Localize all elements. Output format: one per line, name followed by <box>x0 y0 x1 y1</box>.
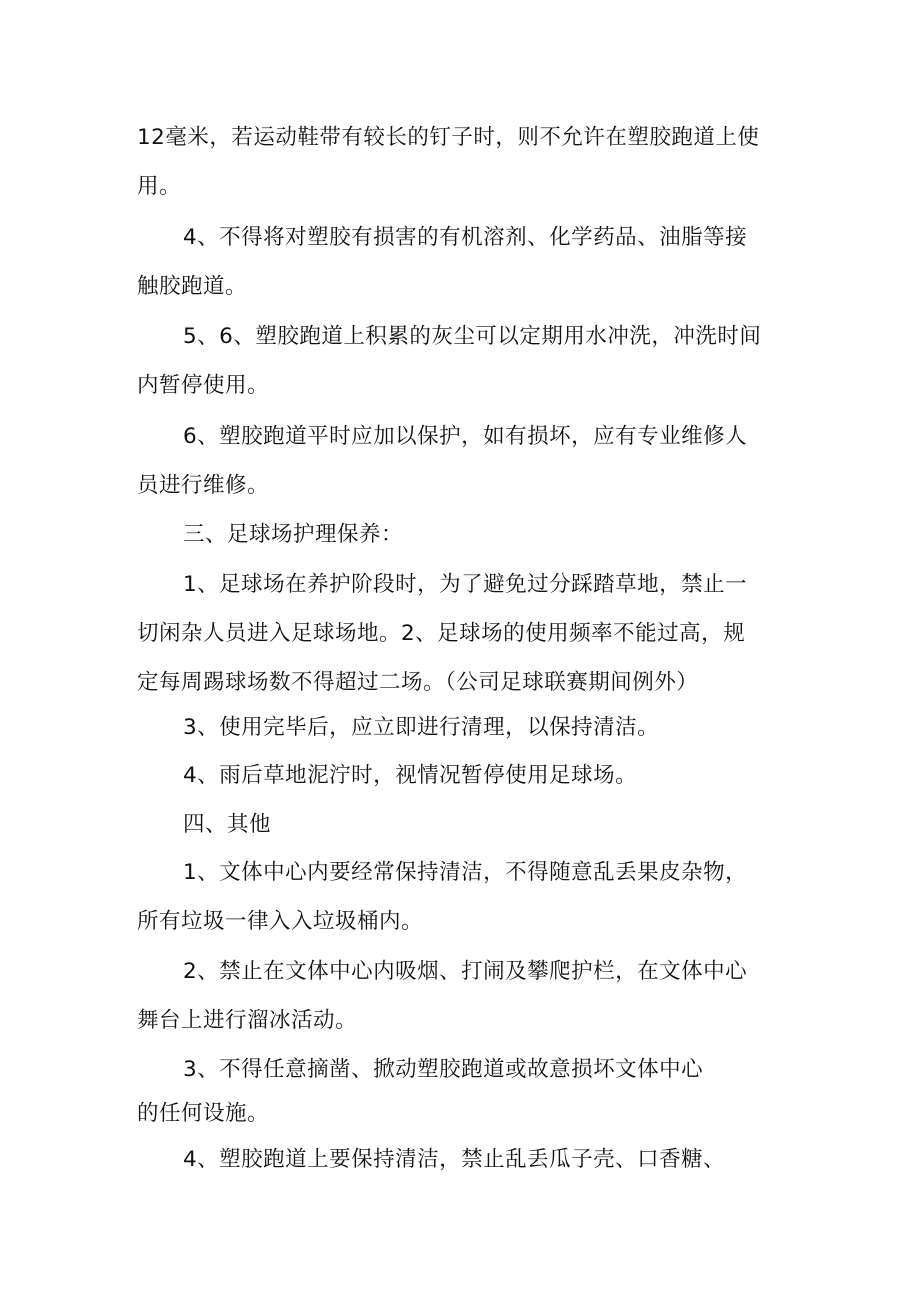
paragraph-continuation <box>137 113 787 211</box>
text-line: 切闲杂人员进入足球场地。2、足球场的使用频率不能过高，规 <box>137 621 746 646</box>
text-line: 4、塑胶跑道上要保持清洁，禁止乱丢瓜子壳、口香糖、 <box>183 1147 726 1172</box>
text-line: 6、塑胶跑道平时应加以保护，如有损坏，应有专业维修人 <box>183 424 748 449</box>
text-line: 定每周踢球场数不得超过二场。（公司足球联赛期间例外） <box>137 670 699 695</box>
section-heading-other <box>137 800 787 849</box>
paragraph-other-3 <box>137 1045 787 1134</box>
text-line: 12毫米，若运动鞋带有较长的钉子时，则不允许在塑胶跑道上使 <box>137 125 760 150</box>
text-line: 员进行维修。 <box>137 473 270 498</box>
text-line: 所有垃圾一律入入垃圾桶内。 <box>137 909 424 934</box>
paragraph-item-6 <box>137 412 787 510</box>
paragraph-other-4 <box>137 1135 787 1184</box>
section-heading-text: 四、其他 <box>183 812 272 837</box>
paragraph-item-5-6 <box>137 312 787 410</box>
text-line: 的任何设施。 <box>137 1101 270 1126</box>
paragraph-football-4 <box>137 751 787 800</box>
text-line: 3、使用完毕后，应立即进行清理，以保持清洁。 <box>183 715 660 740</box>
paragraph-other-2 <box>137 947 787 1045</box>
section-heading-football <box>137 510 787 559</box>
paragraph-item-4 <box>137 213 787 311</box>
section-heading-text: 三、足球场护理保养： <box>183 522 404 547</box>
text-line: 用。 <box>137 174 182 199</box>
text-line: 内暂停使用。 <box>137 373 270 398</box>
paragraph-football-1 <box>137 560 787 707</box>
text-line: 4、不得将对塑胶有损害的有机溶剂、化学药品、油脂等接 <box>183 225 748 250</box>
text-line: 1、文体中心内要经常保持清洁，不得随意乱丢果皮杂物， <box>183 860 748 885</box>
text-line: 5、6、塑胶跑道上积累的灰尘可以定期用水冲洗，冲洗时间 <box>183 324 762 349</box>
text-line: 舞台上进行溜冰活动。 <box>137 1008 358 1033</box>
paragraph-other-1 <box>137 848 787 946</box>
text-line: 1、足球场在养护阶段时，为了避免过分踩踏草地，禁止一 <box>183 572 748 597</box>
text-line: 2、禁止在文体中心内吸烟、打闹及攀爬护栏，在文体中心 <box>183 959 748 984</box>
text-line: 触胶跑道。 <box>137 274 248 299</box>
paragraph-football-3 <box>137 703 787 752</box>
text-line: 4、雨后草地泥泞时，视情况暂停使用足球场。 <box>183 763 638 788</box>
text-line: 3、不得任意摘凿、掀动塑胶跑道或故意损坏文体中心 <box>183 1057 704 1082</box>
